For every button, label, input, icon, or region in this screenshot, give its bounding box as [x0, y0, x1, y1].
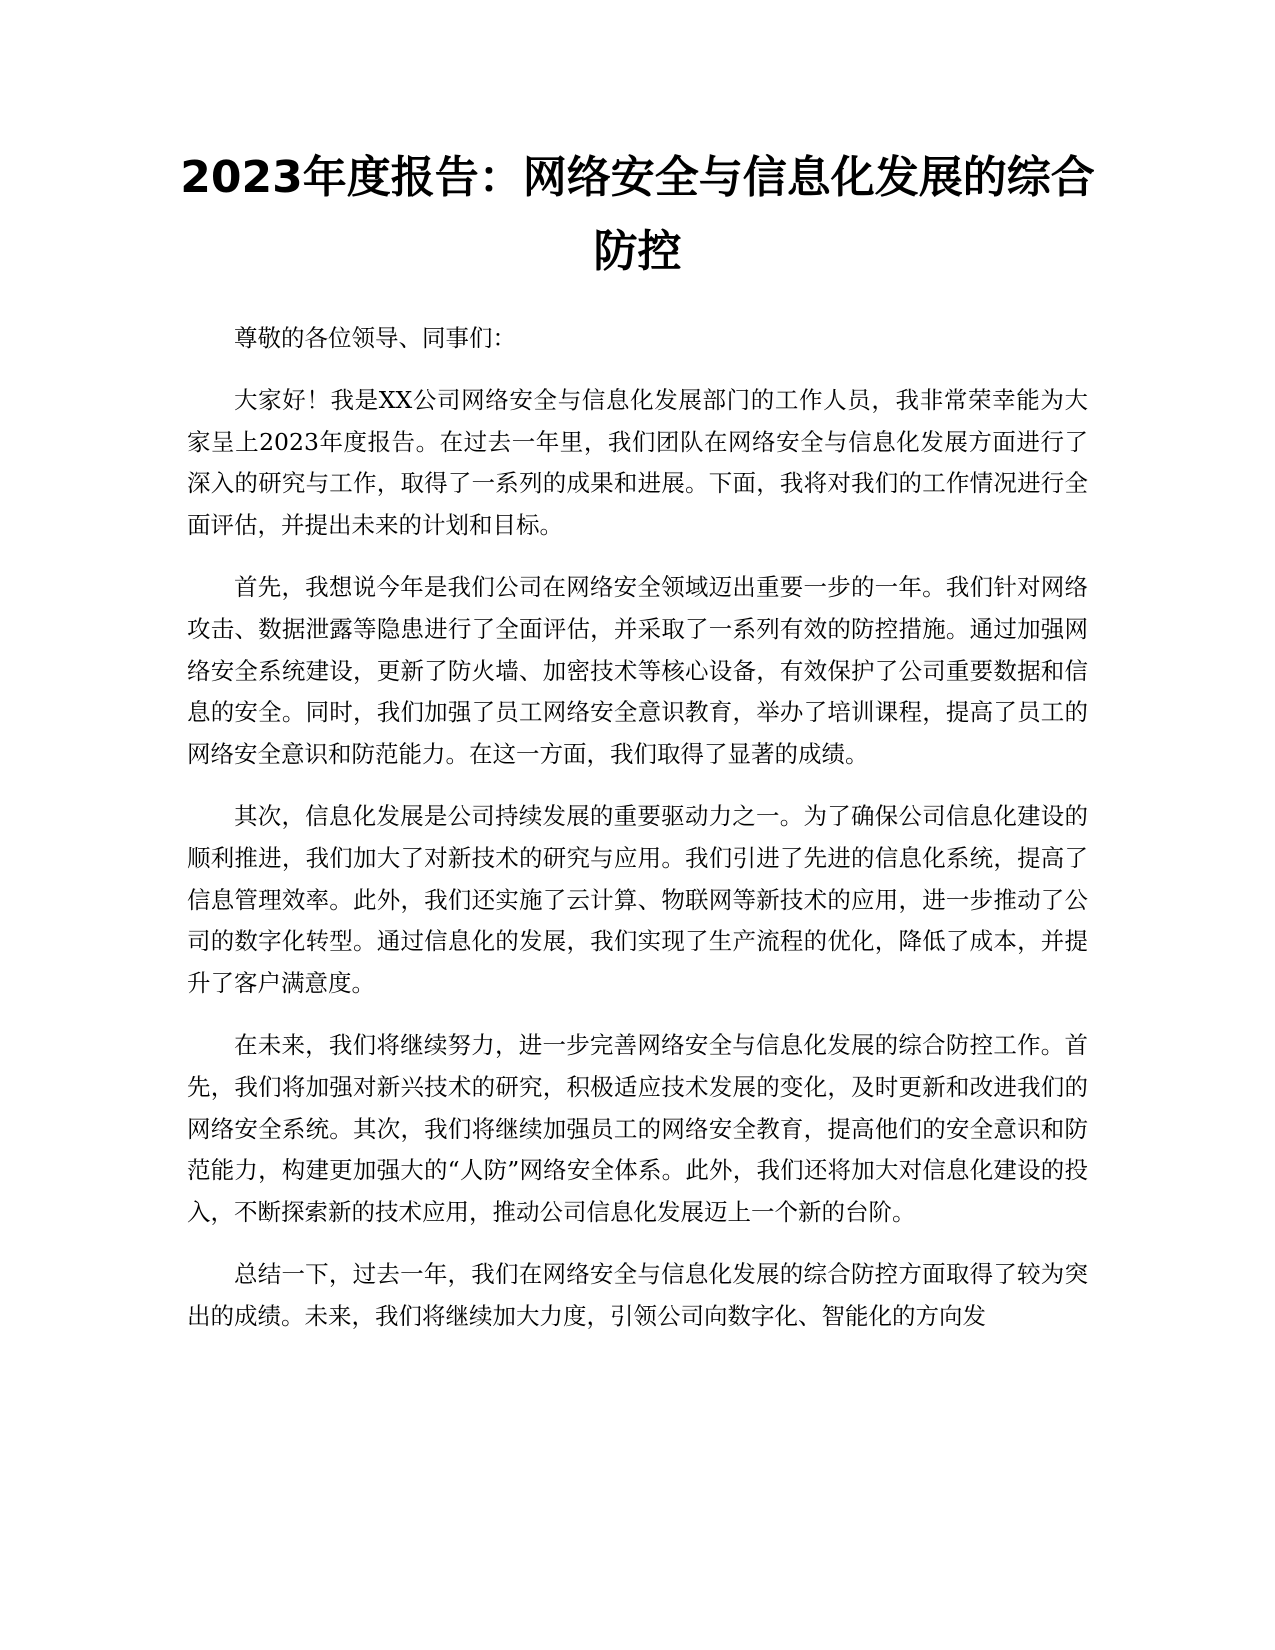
intro-paragraph: 大家好！我是XX公司网络安全与信息化发展部门的工作人员，我非常荣幸能为大家呈上2023年度报告。在过去一年里，我们团队在网络安全与信息化发展方面进行了深入的研究与工作，取得了一系列的成果和进展。下面，我将对我们的工作情况进行全面评估，并提出未来的计划和目标。: [187, 385, 1088, 540]
document-body: [187, 318, 1088, 1358]
salutation-paragraph: 尊敬的各位领导、同事们：: [234, 324, 516, 352]
document-title: 2023年度报告：网络安全与信息化发展的综合防控: [180, 152, 1095, 277]
security-paragraph: 首先，我想说今年是我们公司在网络安全领域迈出重要一步的一年。我们针对网络攻击、数据泄露等隐患进行了全面评估，并采取了一系列有效的防控措施。通过加强网络安全系统建设，更新了防火墙、加密技术等核心设备，有效保护了公司重要数据和信息的安全。同时，我们加强了员工网络安全意识教育，举办了培训课程，提高了员工的网络安全意识和防范能力。在这一方面，我们取得了显著的成绩。: [187, 572, 1088, 769]
informatization-paragraph: 其次，信息化发展是公司持续发展的重要驱动力之一。为了确保公司信息化建设的顺利推进，我们加大了对新技术的研究与应用。我们引进了先进的信息化系统，提高了信息管理效率。此外，我们还实施了云计算、物联网等新技术的应用，进一步推动了公司的数字化转型。通过信息化的发展，我们实现了生产流程的优化，降低了成本，并提升了客户满意度。: [187, 801, 1088, 998]
summary-paragraph: 总结一下，过去一年，我们在网络安全与信息化发展的综合防控方面取得了较为突出的成绩。未来，我们将继续加大力度，引领公司向数字化、智能化的方向发: [187, 1259, 1088, 1330]
future-plan-paragraph: 在未来，我们将继续努力，进一步完善网络安全与信息化发展的综合防控工作。首先，我们将加强对新兴技术的研究，积极适应技术发展的变化，及时更新和改进我们的网络安全系统。其次，我们将继续加强员工的网络安全教育，提高他们的安全意识和防范能力，构建更加强大的“人防”网络安全体系。此外，我们还将加大对信息化建设的投入，不断探索新的技术应用，推动公司信息化发展迈上一个新的台阶。: [187, 1030, 1088, 1227]
